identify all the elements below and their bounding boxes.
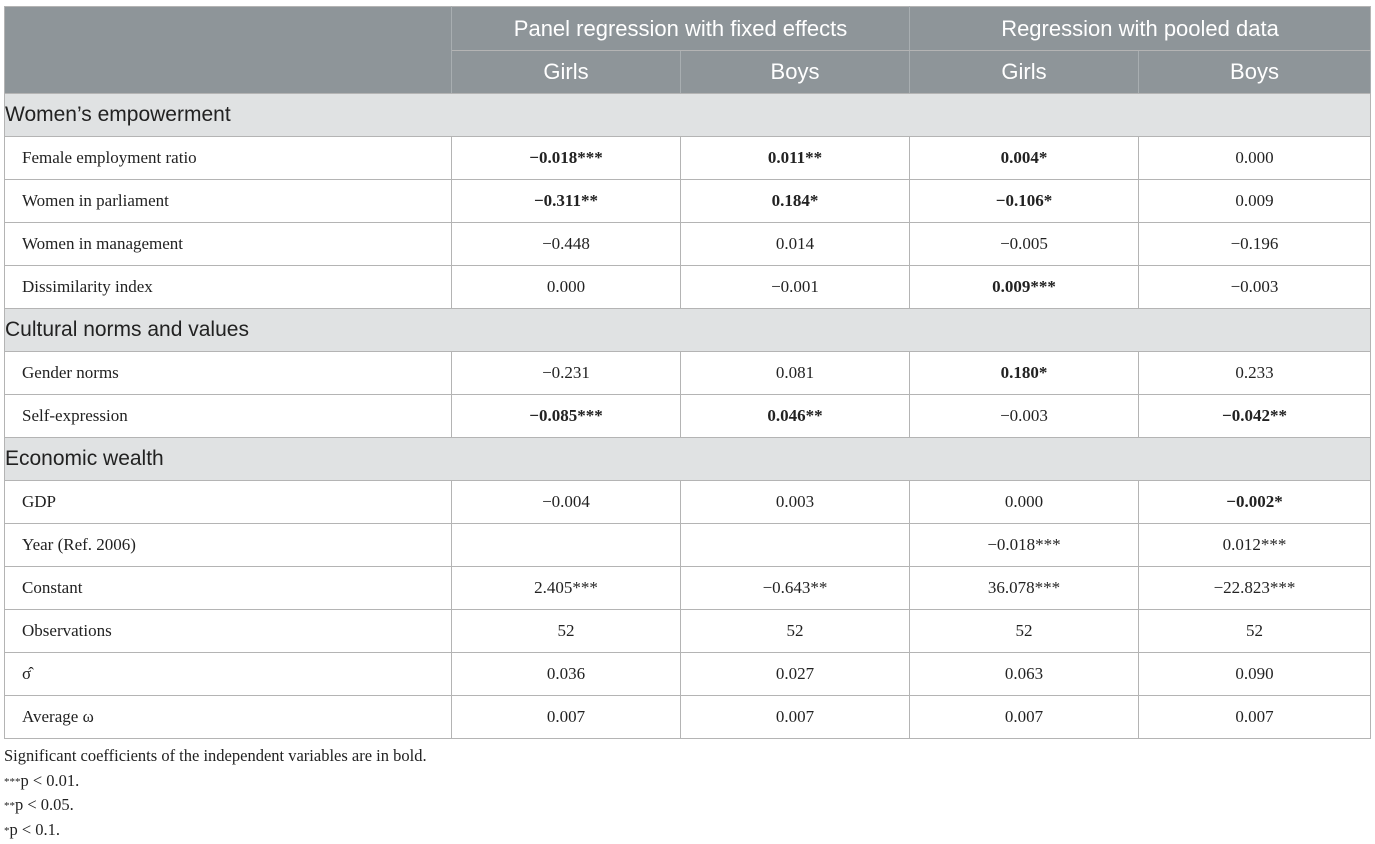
coefficient-cell: 0.004* <box>910 137 1139 180</box>
header-pooled-girls: Girls <box>910 51 1139 94</box>
table-row <box>5 610 1371 653</box>
coefficient-cell: 52 <box>452 610 681 653</box>
coefficient-cell: 0.012*** <box>1139 524 1371 567</box>
table-body <box>5 94 1371 739</box>
row-label: σ̂ <box>5 653 452 696</box>
header-pooled-boys: Boys <box>1139 51 1371 94</box>
note-p01 <box>4 818 427 843</box>
row-label: Gender norms <box>5 352 452 395</box>
header-corner <box>5 7 452 94</box>
table-row <box>5 653 1371 696</box>
table-row <box>5 180 1371 223</box>
coefficient-cell: 2.405*** <box>452 567 681 610</box>
coefficient-cell: 0.081 <box>681 352 910 395</box>
row-label: Average ω <box>5 696 452 739</box>
coefficient-cell: 52 <box>681 610 910 653</box>
coefficient-cell: 0.014 <box>681 223 910 266</box>
section-row <box>5 309 1371 352</box>
coefficient-cell: 0.036 <box>452 653 681 696</box>
table-row <box>5 223 1371 266</box>
coefficient-cell: 0.003 <box>681 481 910 524</box>
header-group-panel: Panel regression with fixed effects <box>452 7 910 51</box>
header-panel-girls: Girls <box>452 51 681 94</box>
note-bold: Significant coefficients of the independent variables are in bold. <box>4 746 427 765</box>
table-row <box>5 524 1371 567</box>
section-title: Women’s empowerment <box>5 94 1371 137</box>
row-label: Constant <box>5 567 452 610</box>
note-p005-text: p < 0.05. <box>15 795 74 814</box>
coefficient-cell: 0.007 <box>452 696 681 739</box>
table-row <box>5 395 1371 438</box>
coefficient-cell: 0.007 <box>910 696 1139 739</box>
coefficient-cell: −0.018*** <box>452 137 681 180</box>
row-label: Female employment ratio <box>5 137 452 180</box>
coefficient-cell: −0.643** <box>681 567 910 610</box>
coefficient-cell: 52 <box>1139 610 1371 653</box>
table-row <box>5 137 1371 180</box>
row-label: Dissimilarity index <box>5 266 452 309</box>
coefficient-cell: 0.011** <box>681 137 910 180</box>
coefficient-cell: 0.180* <box>910 352 1139 395</box>
coefficient-cell: −0.106* <box>910 180 1139 223</box>
coefficient-cell: 36.078*** <box>910 567 1139 610</box>
coefficient-cell <box>681 524 910 567</box>
table-row <box>5 481 1371 524</box>
coefficient-cell: −0.085*** <box>452 395 681 438</box>
table-row <box>5 352 1371 395</box>
note-p001 <box>4 769 427 794</box>
coefficient-cell: 0.233 <box>1139 352 1371 395</box>
header-group-pooled: Regression with pooled data <box>910 7 1371 51</box>
note-p005-mark: ** <box>4 800 15 812</box>
coefficient-cell: 52 <box>910 610 1139 653</box>
row-label: Self-expression <box>5 395 452 438</box>
row-label: Year (Ref. 2006) <box>5 524 452 567</box>
coefficient-cell: −0.003 <box>1139 266 1371 309</box>
coefficient-cell: 0.027 <box>681 653 910 696</box>
section-row <box>5 94 1371 137</box>
row-label: GDP <box>5 481 452 524</box>
coefficient-cell: −0.311** <box>452 180 681 223</box>
note-p005 <box>4 793 427 818</box>
coefficient-cell: −0.003 <box>910 395 1139 438</box>
note-p01-text: p < 0.1. <box>9 819 61 839</box>
regression-table <box>4 6 1371 739</box>
note-p01-mark: * <box>4 824 10 837</box>
section-title: Economic wealth <box>5 438 1371 481</box>
coefficient-cell: −0.042** <box>1139 395 1371 438</box>
coefficient-cell: −22.823*** <box>1139 567 1371 610</box>
coefficient-cell: −0.005 <box>910 223 1139 266</box>
table-notes <box>4 744 427 842</box>
coefficient-cell: 0.090 <box>1139 653 1371 696</box>
coefficient-cell <box>452 524 681 567</box>
coefficient-cell: −0.231 <box>452 352 681 395</box>
coefficient-cell: 0.000 <box>452 266 681 309</box>
coefficient-cell: 0.000 <box>910 481 1139 524</box>
coefficient-cell: −0.004 <box>452 481 681 524</box>
coefficient-cell: 0.009 <box>1139 180 1371 223</box>
coefficient-cell: 0.009*** <box>910 266 1139 309</box>
coefficient-cell: −0.018*** <box>910 524 1139 567</box>
coefficient-cell: −0.002* <box>1139 481 1371 524</box>
coefficient-cell: 0.046** <box>681 395 910 438</box>
table-row <box>5 696 1371 739</box>
coefficient-cell: 0.184* <box>681 180 910 223</box>
coefficient-cell: 0.007 <box>681 696 910 739</box>
table-row <box>5 567 1371 610</box>
table-row <box>5 266 1371 309</box>
note-p001-mark: *** <box>4 775 21 788</box>
row-label: Observations <box>5 610 452 653</box>
row-label: Women in management <box>5 223 452 266</box>
coefficient-cell: −0.448 <box>452 223 681 266</box>
coefficient-cell: 0.007 <box>1139 696 1371 739</box>
section-title: Cultural norms and values <box>5 309 1371 352</box>
coefficient-cell: 0.063 <box>910 653 1139 696</box>
coefficient-cell: −0.001 <box>681 266 910 309</box>
note-p001-text: p < 0.01. <box>20 770 80 790</box>
header-panel-boys: Boys <box>681 51 910 94</box>
header-row-groups <box>5 7 1371 51</box>
coefficient-cell: −0.196 <box>1139 223 1371 266</box>
row-label: Women in parliament <box>5 180 452 223</box>
section-row <box>5 438 1371 481</box>
coefficient-cell: 0.000 <box>1139 137 1371 180</box>
